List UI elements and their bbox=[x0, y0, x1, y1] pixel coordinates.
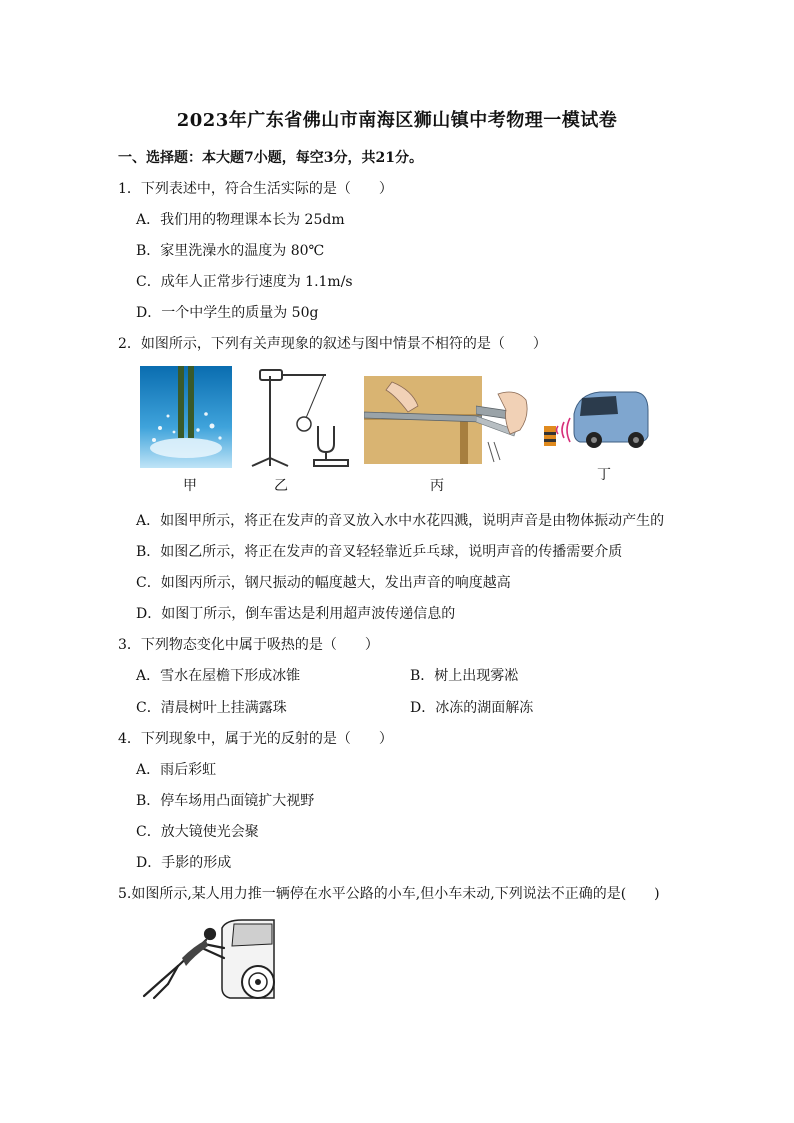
caption-jia: 甲 bbox=[183, 478, 197, 494]
question-4-option-c: C．放大镜使光会聚 bbox=[136, 824, 259, 840]
figure-yi-pendulum-tuning-fork bbox=[240, 366, 355, 470]
question-4-stem: 4．下列现象中，属于光的反射的是（ ） bbox=[118, 731, 393, 747]
question-1-stem: 1．下列表述中，符合生活实际的是（ ） bbox=[118, 181, 393, 197]
question-2-option-a: A．如图甲所示，将正在发声的音叉放入水中水花四溅，说明声音是由物体振动产生的 bbox=[136, 513, 665, 529]
question-2-option-b: B．如图乙所示，将正在发声的音叉轻轻靠近乒乓球，说明声音的传播需要介质 bbox=[136, 544, 623, 560]
caption-bing: 丙 bbox=[430, 478, 444, 494]
page-title: 2023年广东省佛山市南海区狮山镇中考物理一模试卷 bbox=[176, 110, 618, 131]
figure-ding-reversing-radar bbox=[544, 388, 650, 450]
question-1-option-d: D．一个中学生的质量为 50g bbox=[136, 305, 319, 321]
question-3-stem: 3．下列物态变化中属于吸热的是（ ） bbox=[118, 637, 379, 653]
question-4-option-b: B．停车场用凸面镜扩大视野 bbox=[136, 793, 315, 809]
question-3-option-c: C．清晨树叶上挂满露珠 bbox=[136, 700, 287, 716]
question-4-option-a: A．雨后彩虹 bbox=[136, 762, 217, 778]
caption-ding: 丁 bbox=[597, 467, 611, 483]
figure-bing-steel-ruler bbox=[364, 376, 482, 464]
question-4-option-d: D．手影的形成 bbox=[136, 855, 232, 871]
question-3-option-d: D．冰冻的湖面解冻 bbox=[410, 700, 534, 716]
figure-jia-tuning-fork-water bbox=[140, 366, 232, 468]
question-2-stem: 2．如图所示，下列有关声现象的叙述与图中情景不相符的是（ ） bbox=[118, 336, 547, 352]
caption-yi: 乙 bbox=[274, 478, 288, 494]
question-3-option-a: A．雪水在屋檐下形成冰锥 bbox=[136, 668, 301, 684]
question-1-option-c: C．成年人正常步行速度为 1.1m/s bbox=[136, 274, 353, 290]
section-heading: 一、选择题：本大题7小题，每空3分，共21分。 bbox=[118, 150, 423, 166]
question-1-option-b: B．家里洗澡水的温度为 80℃ bbox=[136, 243, 325, 259]
question-2-option-d: D．如图丁所示，倒车雷达是利用超声波传递信息的 bbox=[136, 606, 456, 622]
figure-bing-finger bbox=[476, 386, 532, 464]
question-1-option-a: A．我们用的物理课本长为 25dm bbox=[136, 212, 345, 228]
figure-man-pushing-car bbox=[138, 918, 278, 1002]
question-2-option-c: C．如图丙所示，钢尺振动的幅度越大，发出声音的响度越高 bbox=[136, 575, 511, 591]
question-5-stem: 5.如图所示,某人用力推一辆停在水平公路的小车,但小车未动,下列说法不正确的是( ) bbox=[118, 886, 660, 902]
question-3-option-b: B．树上出现雾凇 bbox=[410, 668, 519, 684]
